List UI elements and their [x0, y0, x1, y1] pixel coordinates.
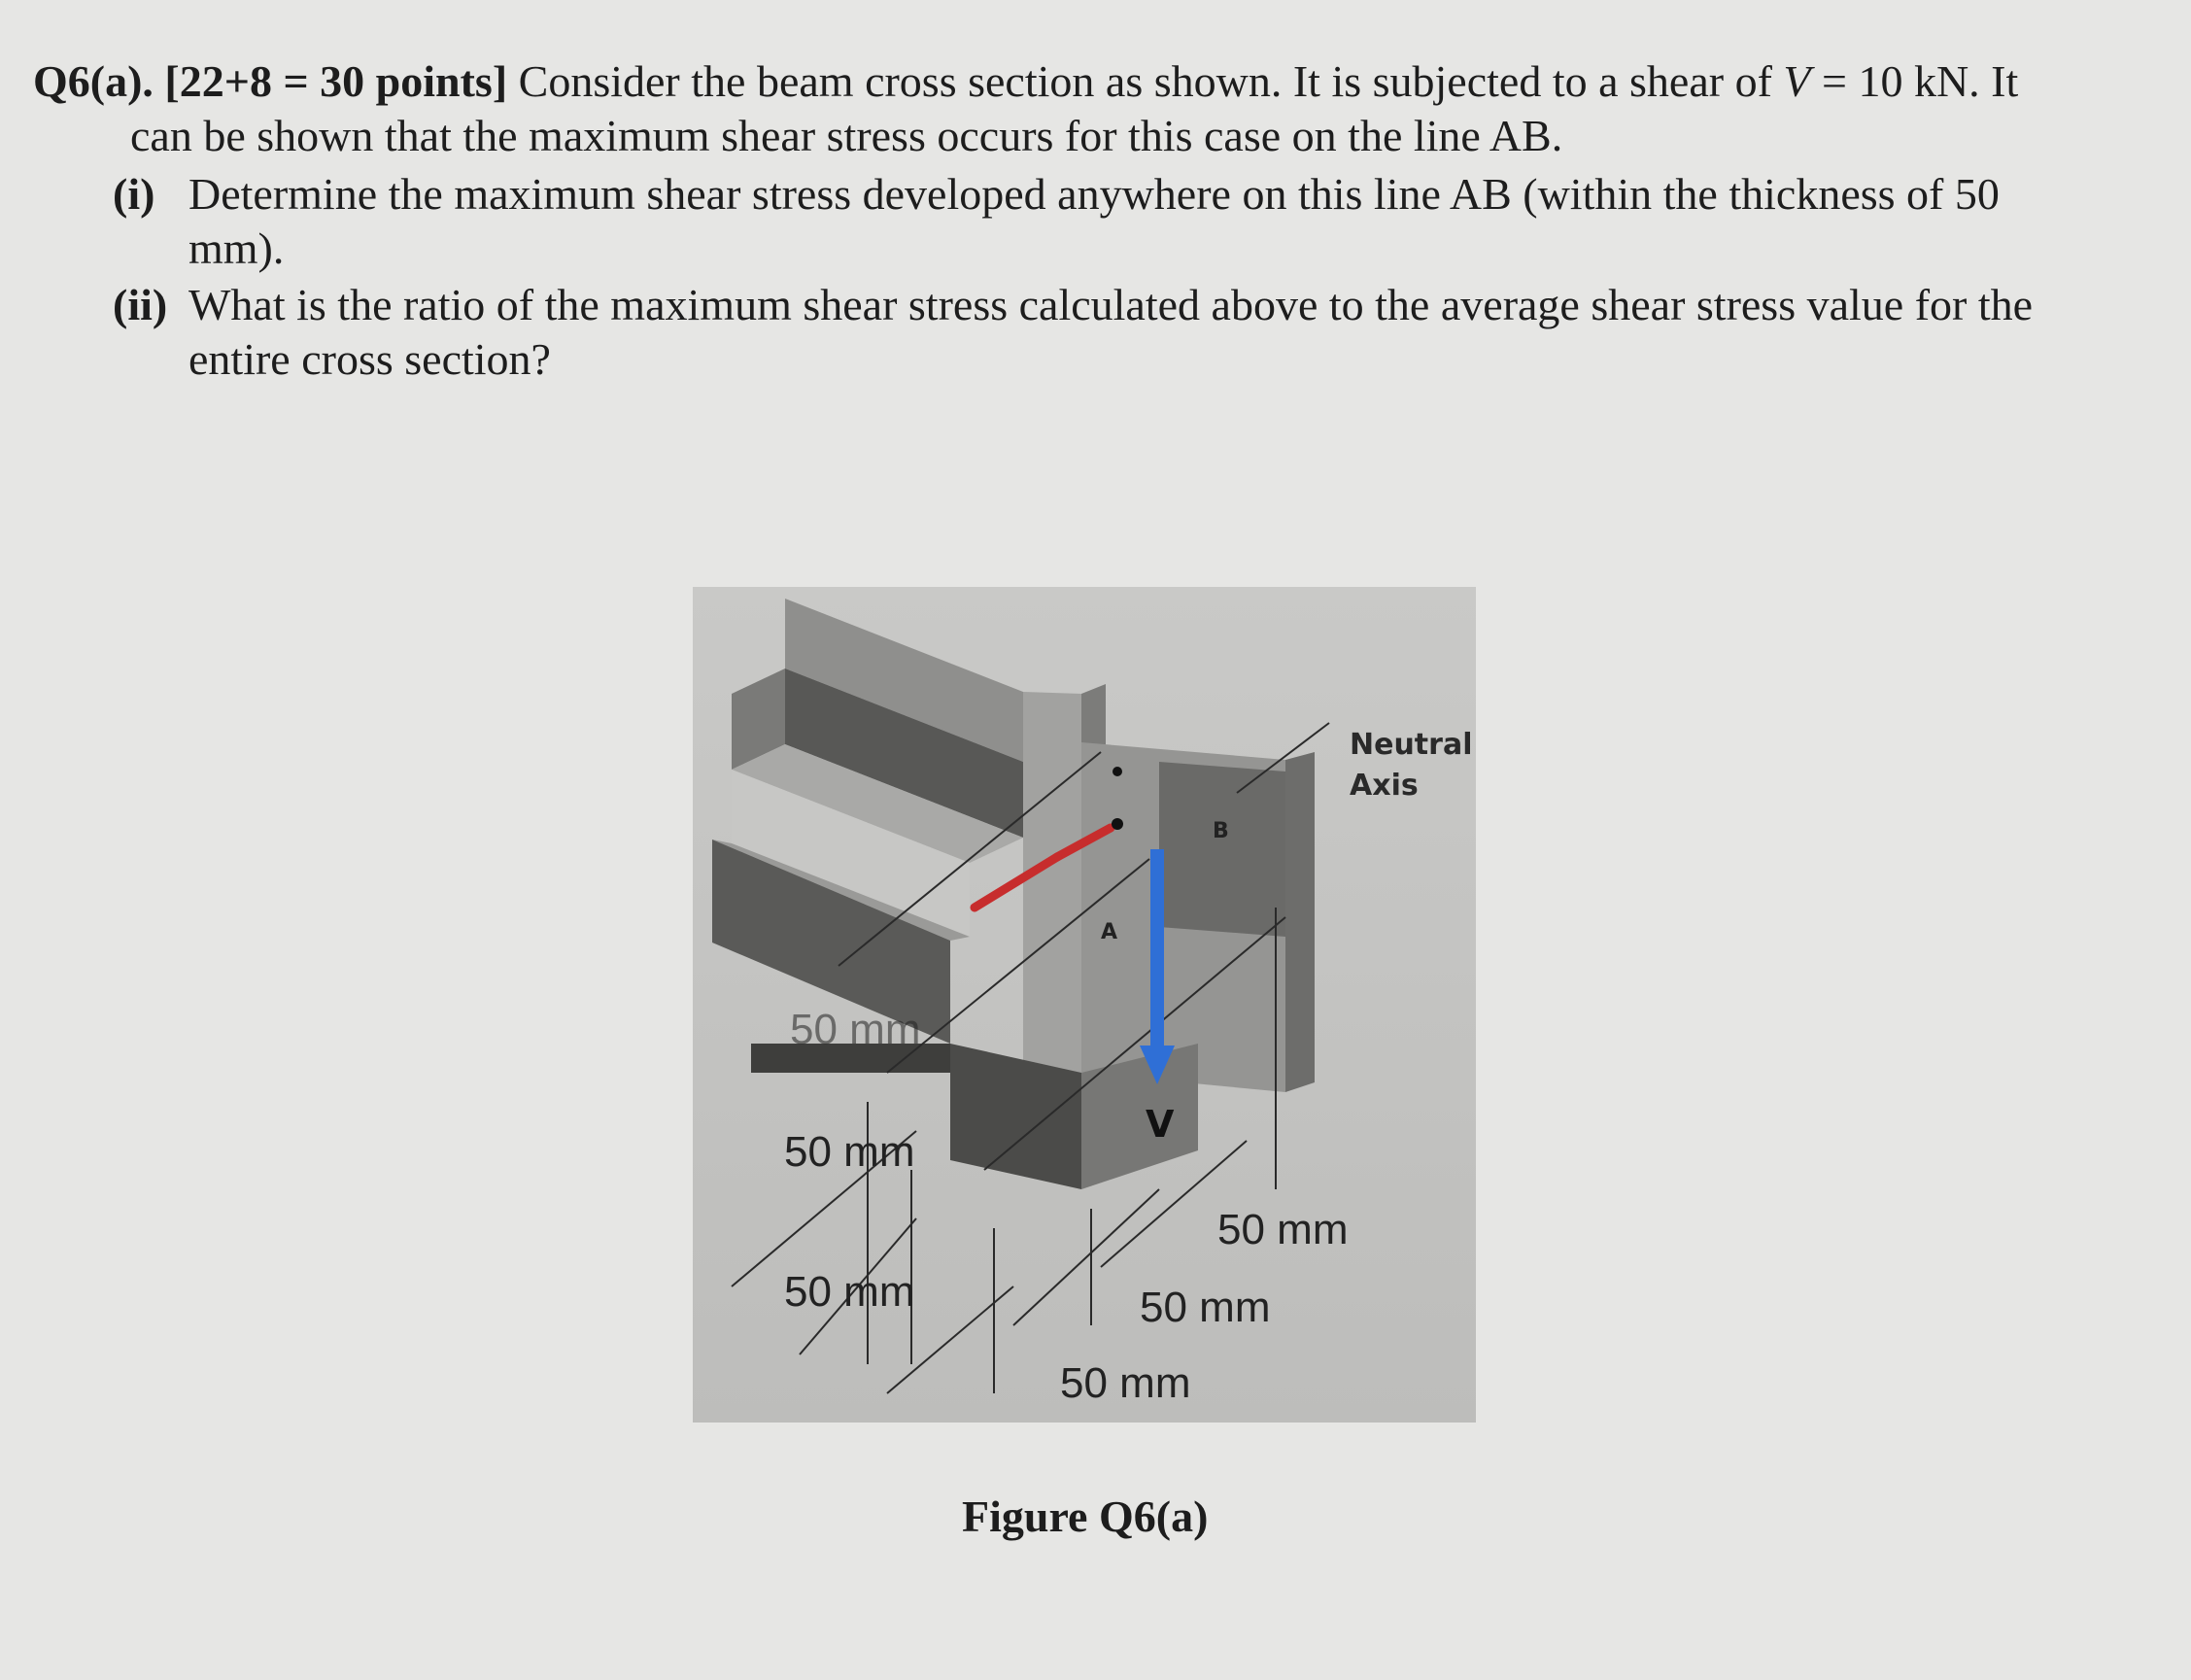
point-a-label: A	[1101, 920, 1118, 944]
shear-value: = 10 kN. It	[1810, 56, 2019, 106]
beam-cross-section-drawing	[693, 587, 1476, 1423]
dim-label-left-2: 50 mm	[784, 1268, 915, 1316]
item-ii-number: (ii)	[113, 280, 168, 329]
item-i-text: Determine the maximum shear stress developed anywhere on this line AB (within the thickness of 50	[188, 169, 2000, 219]
item-ii-line-a	[113, 280, 2033, 330]
dim-label-bottom: 50 mm	[1060, 1359, 1191, 1407]
shear-v-label: V	[1146, 1103, 1175, 1146]
neutral-axis-label-1: Neutral	[1350, 728, 1473, 762]
point-b-label: B	[1213, 819, 1229, 843]
dim-label-right-1: 50 mm	[1217, 1206, 1349, 1253]
item-ii-text: What is the ratio of the maximum shear stress calculated above to the average shear stress value for the	[188, 280, 2034, 329]
item-i-number: (i)	[113, 169, 155, 219]
question-line-1	[33, 56, 2018, 107]
right-flange-side	[1285, 752, 1315, 1092]
dim-label-top: 50 mm	[790, 1006, 921, 1053]
item-ii-line-b: entire cross section?	[188, 334, 551, 384]
question-line-2: can be shown that the maximum shear stress occurs for this case on the line AB.	[130, 111, 1563, 160]
item-i-line-b: mm).	[188, 223, 285, 273]
figure-caption: Figure Q6(a)	[962, 1491, 1209, 1541]
right-flange-dark-panel	[1159, 762, 1285, 937]
question-points: [22+8 = 30 points]	[164, 56, 508, 106]
item-i-line-a	[113, 169, 2000, 220]
dim-label-right-2: 50 mm	[1140, 1284, 1271, 1331]
question-text: Consider the beam cross section as shown. It is subjected to a shear of	[518, 56, 1772, 106]
beam-figure	[693, 587, 1476, 1423]
neutral-axis-label-2: Axis	[1350, 769, 1419, 803]
shear-variable: V	[1783, 56, 1811, 106]
point-b-dot	[1112, 818, 1123, 830]
dim-label-left-1: 50 mm	[784, 1128, 915, 1176]
top-dot	[1113, 767, 1122, 776]
question-label: Q6(a).	[33, 56, 154, 106]
